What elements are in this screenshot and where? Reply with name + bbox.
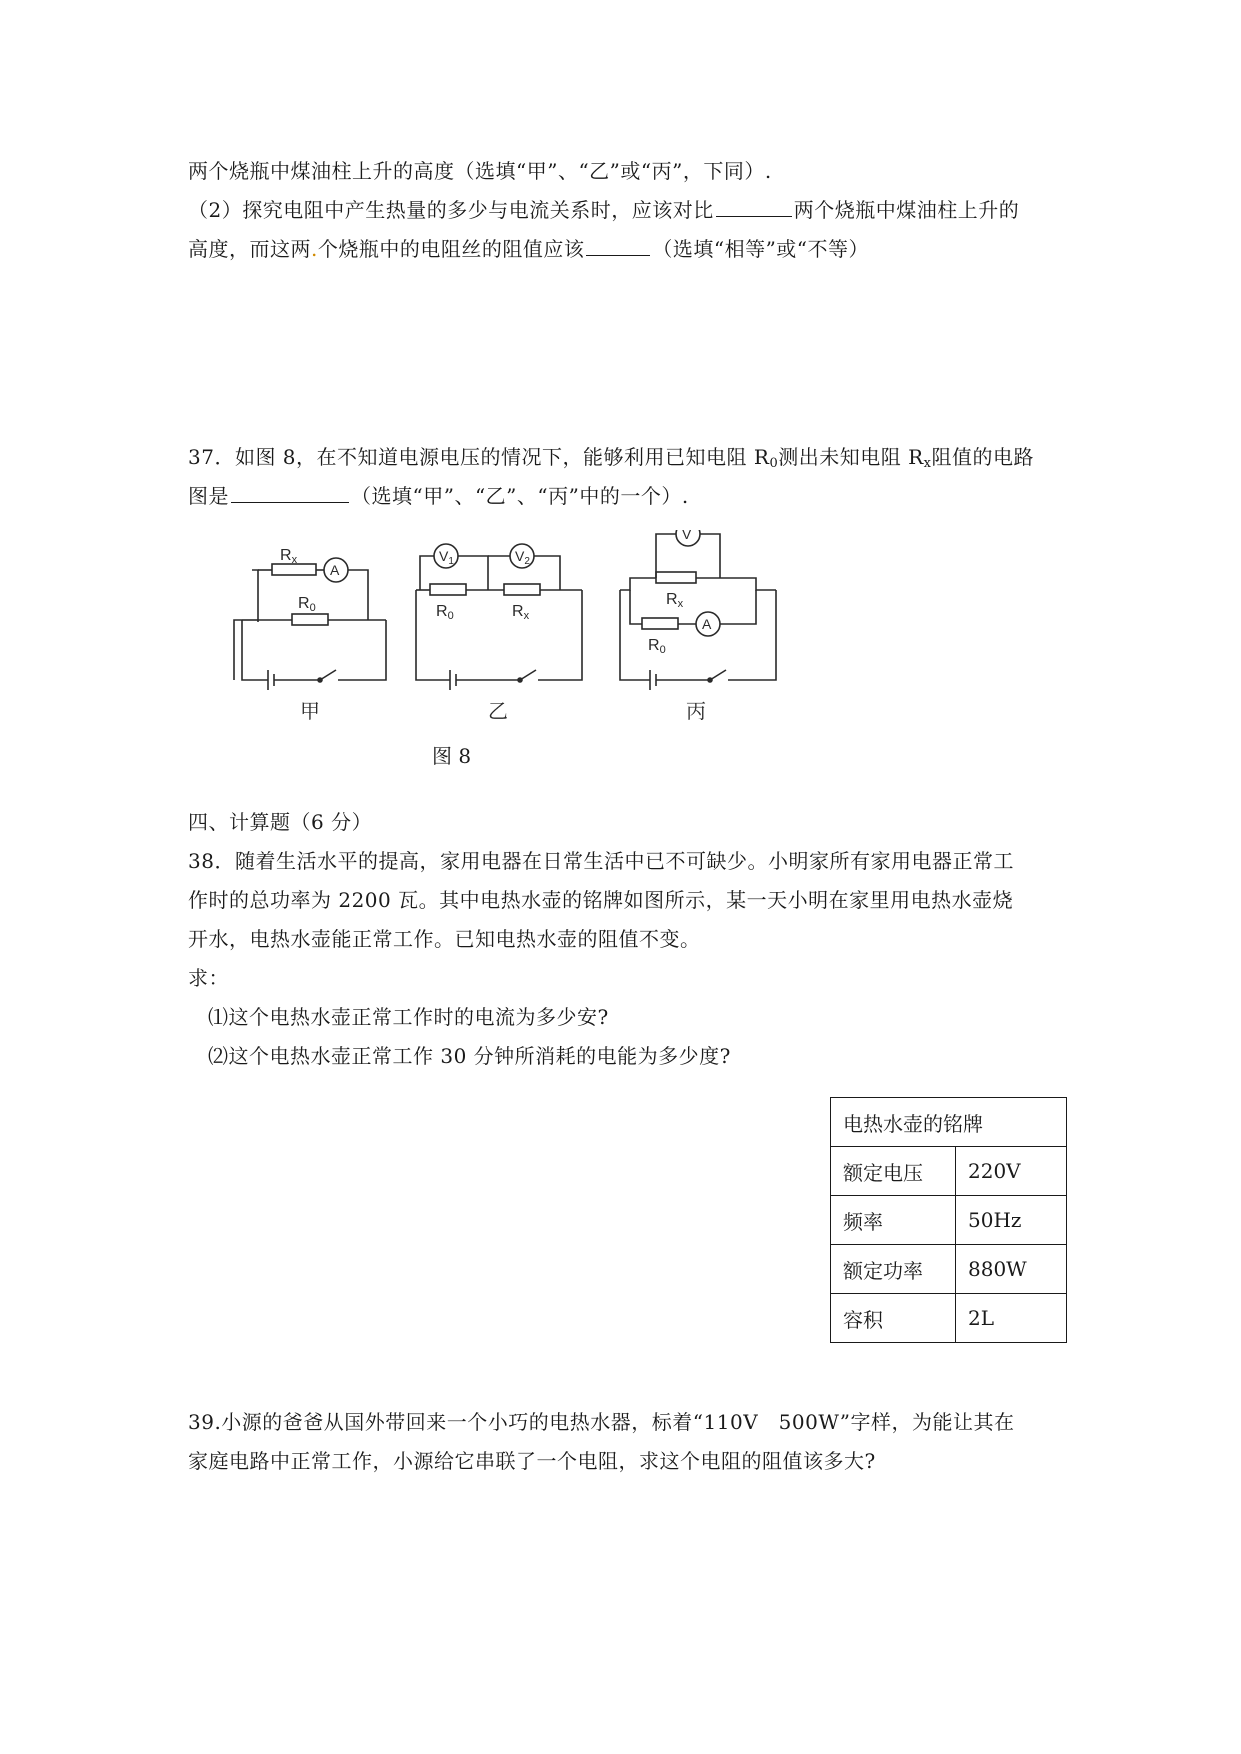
jia-r0-label: R0 xyxy=(298,595,316,614)
bing-ammeter-label: A xyxy=(702,616,712,632)
bing-rx-label: Rx xyxy=(666,591,684,610)
q36-line-3 xyxy=(188,235,869,263)
bing-voltmeter-label: V xyxy=(682,530,692,542)
q36-line-2-text-a: （2）探究电阻中产生热量的多少与电流关系时，应该对比 xyxy=(188,198,714,222)
q36-dot-mark: . xyxy=(311,237,318,261)
nameplate-value: 2L xyxy=(956,1294,1067,1343)
q37-line-1-text-a: 37．如图 8，在不知道电源电压的情况下，能够利用已知电阻 R xyxy=(188,445,770,469)
q37-line-1 xyxy=(188,443,1034,478)
bing-r0-label: R0 xyxy=(648,637,666,656)
q39-line-2: 家庭电路中正常工作，小源给它串联了一个电阻，求这个电阻的阻值该多大? xyxy=(188,1449,876,1473)
circuit-diagrams-svg xyxy=(220,530,840,730)
q38-sub-1: ⑴这个电热水壶正常工作时的电流为多少安? xyxy=(208,1005,609,1029)
q36-line-2 xyxy=(188,196,1019,224)
circuit-yi xyxy=(416,544,582,723)
figure-8-circuits xyxy=(220,530,840,730)
q36-line-3-text-a: 高度，而这两 xyxy=(188,237,311,261)
table-row xyxy=(831,1245,1067,1294)
q39-line-1: 39.小源的爸爸从国外带回来一个小巧的电热水器，标着“110V 500W”字样，为能让其在 xyxy=(188,1410,1015,1434)
circuit-bing xyxy=(620,530,776,723)
nameplate-title: 电热水壶的铭牌 xyxy=(831,1098,1067,1147)
answer-blank-compare[interactable] xyxy=(716,196,792,217)
bing-caption: 丙 xyxy=(686,699,706,723)
nameplate-key: 频率 xyxy=(831,1196,956,1245)
yi-caption: 乙 xyxy=(488,699,508,723)
nameplate-key: 额定电压 xyxy=(831,1147,956,1196)
table-row xyxy=(831,1147,1067,1196)
q38-line-1: 38．随着生活水平的提高，家用电器在日常生活中已不可缺少。小明家所有家用电器正常工 xyxy=(188,849,1014,873)
yi-v2-label: $V_2$ xyxy=(515,548,530,567)
table-row xyxy=(831,1294,1067,1343)
q38-ask: 求： xyxy=(188,966,229,990)
jia-ammeter-label: A xyxy=(330,562,340,578)
q36-line-2-text-b: 两个烧瓶中煤油柱上升的 xyxy=(793,198,1020,222)
jia-caption: 甲 xyxy=(300,699,320,723)
yi-rx-label: Rx xyxy=(512,603,530,622)
nameplate-key: 容积 xyxy=(831,1294,956,1343)
q36-line-3-text-c: （选填“相等”或“不等） xyxy=(652,237,870,261)
nameplate-title-row xyxy=(831,1098,1067,1147)
q37-r0-subscript: 0 xyxy=(769,456,779,471)
q37-line-2 xyxy=(188,482,689,510)
nameplate-key: 额定功率 xyxy=(831,1245,956,1294)
q38-sub-2: ⑵这个电热水壶正常工作 30 分钟所消耗的电能为多少度? xyxy=(208,1044,731,1068)
kettle-nameplate-table xyxy=(830,1097,1067,1343)
figure-8-caption: 图 8 xyxy=(432,744,472,768)
jia-rx-label: Rx xyxy=(280,547,298,566)
q37-line-1-text-b: 测出未知电阻 R xyxy=(778,445,924,469)
table-row xyxy=(831,1196,1067,1245)
yi-r0-label: R0 xyxy=(436,603,454,622)
nameplate-value: 220V xyxy=(956,1147,1067,1196)
q37-rx-subscript: x xyxy=(923,456,932,471)
q37-line-2-text-b: （选填“甲”、“乙”、“丙”中的一个）. xyxy=(351,484,689,508)
q37-line-2-text-a: 图是 xyxy=(188,484,229,508)
q36-line-1: 两个烧瓶中煤油柱上升的高度（选填“甲”、“乙”或“丙”，下同）. xyxy=(188,159,772,183)
nameplate-value: 50Hz xyxy=(956,1196,1067,1245)
q38-line-3: 开水，电热水壶能正常工作。已知电热水壶的阻值不变。 xyxy=(188,927,701,951)
answer-blank-resistance[interactable] xyxy=(586,235,650,256)
nameplate-value: 880W xyxy=(956,1245,1067,1294)
section-4-heading: 四、计算题（6 分） xyxy=(188,810,373,834)
yi-v1-label: $V_1$ xyxy=(439,548,454,567)
circuit-jia xyxy=(234,547,386,723)
q37-line-1-text-c: 阻值的电路 xyxy=(931,445,1034,469)
answer-blank-circuit[interactable] xyxy=(231,482,349,503)
q36-line-3-text-b: 个烧瓶中的电阻丝的阻值应该 xyxy=(317,237,585,261)
q38-line-2: 作时的总功率为 2200 瓦。其中电热水壶的铭牌如图所示，某一天小明在家里用电热水壶烧 xyxy=(188,888,1014,912)
